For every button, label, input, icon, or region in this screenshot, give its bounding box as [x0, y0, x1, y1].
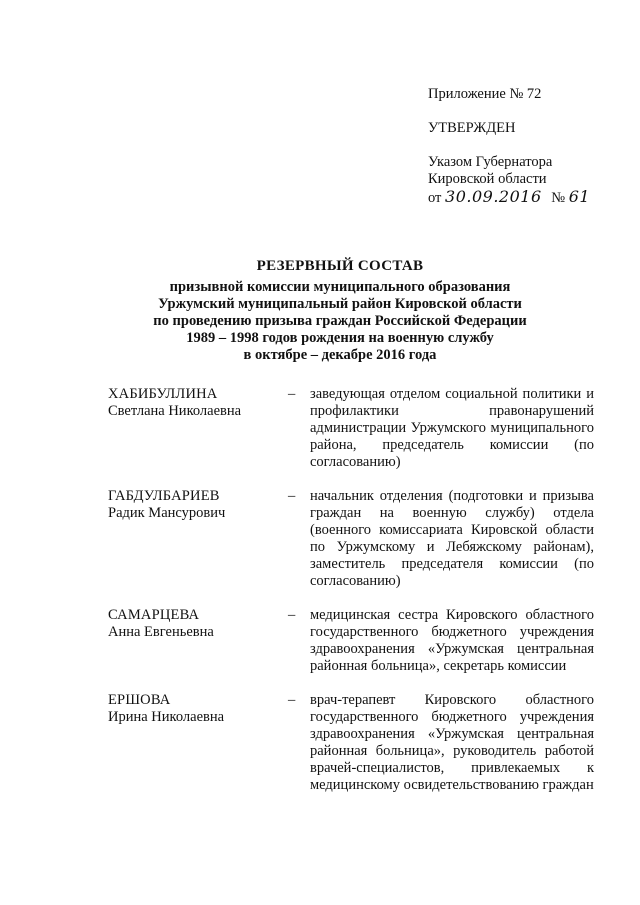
member-given-name: Светлана Николаевна — [108, 403, 242, 419]
member-surname: САМАРЦЕВА — [108, 607, 200, 623]
document-title — [90, 258, 590, 364]
handwritten-number: 61 — [568, 187, 591, 206]
member-dash: – — [288, 386, 296, 402]
approved-label: УТВЕРЖДЕН — [428, 120, 516, 136]
handwritten-date: 30.09.2016 — [445, 187, 542, 206]
number-label: № — [551, 190, 566, 206]
from-label: от — [428, 190, 442, 206]
member-entry — [108, 607, 594, 675]
member-entry — [108, 386, 594, 471]
member-entry — [108, 692, 594, 794]
member-dash: – — [288, 692, 296, 708]
member-given-name: Радик Мансурович — [108, 505, 226, 521]
member-surname: ГАБДУЛБАРИЕВ — [108, 488, 220, 504]
title-main: РЕЗЕРВНЫЙ СОСТАВ — [256, 258, 424, 274]
title-line-4: 1989 – 1998 годов рождения на военную службу — [186, 330, 494, 346]
member-dash: – — [288, 488, 296, 504]
member-role: начальник отделения (подготовки и призыва граждан на военную службу) отдела (военного комиссариата Кировской области по Уржумскому и Лебяжскому районам), заместитель председателя комиссии (по согласованию) — [310, 488, 594, 589]
title-line-1: призывной комиссии муниципального образования — [169, 279, 511, 295]
member-given-name: Анна Евгеньевна — [108, 624, 214, 640]
member-name — [108, 692, 286, 794]
member-role: врач-терапевт Кировского областного государственного бюджетного учреждения здравоохранения «Уржумская центральная районная больница», руководитель работой врачей-специалистов, привлекаемых к медицинскому освидетельствованию граждан — [310, 692, 594, 793]
member-dash: – — [288, 607, 296, 623]
member-entry — [108, 488, 594, 590]
member-name — [108, 607, 286, 675]
member-role: заведующая отделом социальной политики и профилактики правонарушений администрации Уржумского муниципального района, председатель комиссии (по согласованию) — [310, 386, 594, 470]
member-name — [108, 386, 286, 471]
member-role: медицинская сестра Кировского областного государственного бюджетного учреждения здравоохранения «Уржумская центральная районная больница», секретарь комиссии — [310, 607, 594, 674]
title-line-3: по проведению призыва граждан Российской Федерации — [153, 313, 527, 329]
member-surname: ЕРШОВА — [108, 692, 171, 708]
decree-line-1: Указом Губернатора — [428, 154, 553, 170]
member-surname: ХАБИБУЛЛИНА — [108, 386, 218, 402]
approval-stamp-block — [428, 86, 628, 207]
members-list — [108, 386, 594, 811]
appendix-number: Приложение № 72 — [428, 86, 542, 102]
member-name — [108, 488, 286, 590]
decree-line-2: Кировской области — [428, 171, 547, 187]
decree-date-line — [428, 188, 628, 207]
member-given-name: Ирина Николаевна — [108, 709, 225, 725]
title-line-5: в октябре – декабре 2016 года — [243, 347, 437, 363]
title-line-2: Уржумский муниципальный район Кировской области — [158, 296, 522, 312]
